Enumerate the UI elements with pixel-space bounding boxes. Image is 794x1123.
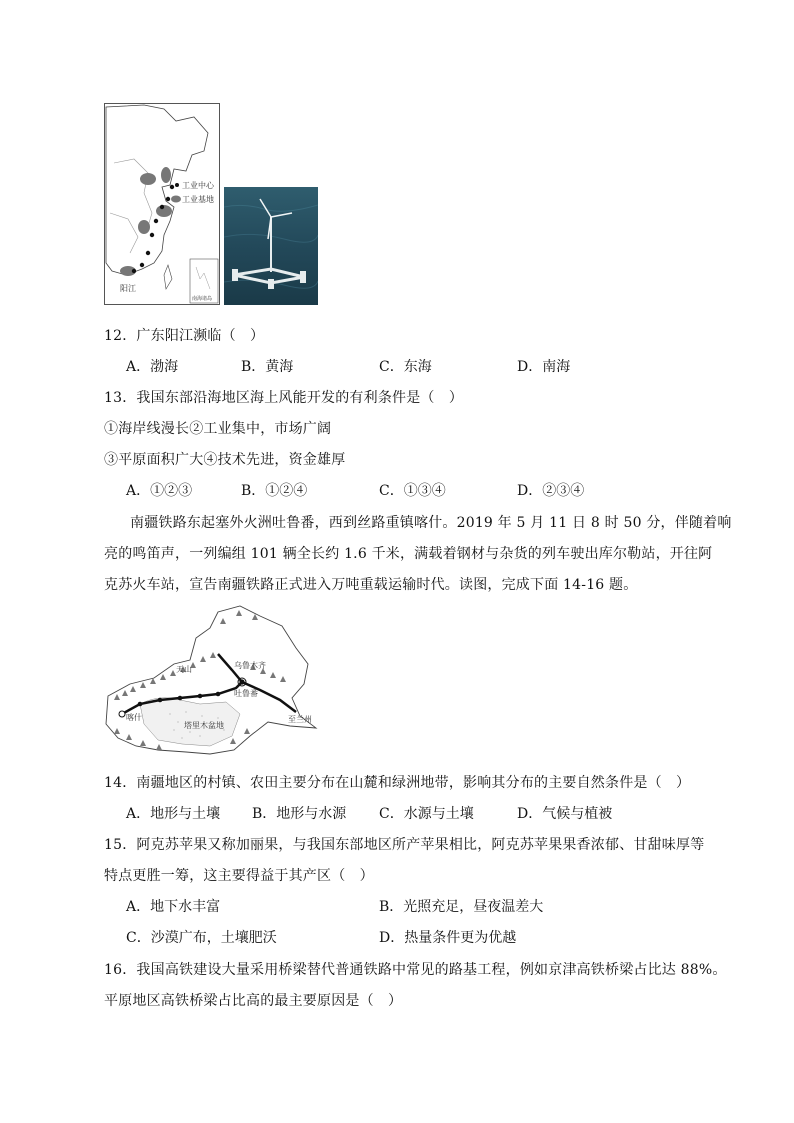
q15-option-c: C．沙漠广布，土壤肥沃 <box>126 930 277 946</box>
to-lanzhou-label: 至兰州 <box>288 715 312 724</box>
legend-industry-base: 工业基地 <box>182 195 214 204</box>
inset-label: 南海诸岛 <box>192 296 213 302</box>
kashgar-label: 喀什 <box>126 713 142 722</box>
urumqi-label: 乌鲁木齐 <box>234 661 266 670</box>
passage-line-3: 克苏火车站，宣告南疆铁路正式进入万吨重载运输时代。读图，完成下面 14-16 题。 <box>104 577 638 593</box>
q13-option-b: B．①②④ <box>241 483 308 499</box>
q15-option-b: B．光照充足，昼夜温差大 <box>379 899 544 915</box>
q14-option-b: B．地形与水源 <box>252 806 347 822</box>
q15-stem-line-2: 特点更胜一筹，这主要得益于其产区（ ） <box>104 868 374 884</box>
tianshan-label: 天山 <box>176 665 192 674</box>
q14-option-c: C．水源与土壤 <box>379 806 474 822</box>
q15-option-d: D．热量条件更为优越 <box>379 930 517 946</box>
q14-stem: 14．南疆地区的村镇、农田主要分布在山麓和绿洲地带，影响其分布的主要自然条件是（ ） <box>104 775 691 791</box>
offshore-wind-turbine-photo <box>224 187 318 305</box>
passage-line-1: 南疆铁路东起塞外火洲吐鲁番，西到丝路重镇喀什。2019 年 5 月 11 日 8 时 50 分，伴随着响 <box>130 515 732 531</box>
legend-industry-center: 工业中心 <box>182 181 214 190</box>
q13-option-d: D．②③④ <box>517 483 585 499</box>
yangjiang-label: 阳江 <box>120 284 136 293</box>
q13-stem: 13．我国东部沿海地区海上风能开发的有利条件是（ ） <box>104 390 464 406</box>
q12-option-c: C．东海 <box>379 359 432 375</box>
turpan-label: 吐鲁番 <box>234 689 258 698</box>
q12-stem: 12．广东阳江濒临（ ） <box>104 328 265 344</box>
q12-option-d: D．南海 <box>517 359 571 375</box>
china-industry-map <box>104 103 220 305</box>
q15-option-a: A．地下水丰富 <box>126 899 221 915</box>
q14-option-d: D．气候与植被 <box>517 806 613 822</box>
tarim-basin-label: 塔里木盆地 <box>184 721 224 730</box>
q13-option-a: A．①②③ <box>126 483 193 499</box>
q15-stem-line-1: 15．阿克苏苹果又称加丽果，与我国东部地区所产苹果相比，阿克苏苹果果香浓郁、甘甜味厚等 <box>104 837 705 853</box>
q16-stem-line-2: 平原地区高铁桥梁占比高的最主要原因是（ ） <box>104 993 403 1009</box>
q13-statements-2: ③平原面积广大④技术先进，资金雄厚 <box>104 452 346 468</box>
q12-option-a: A．渤海 <box>126 359 179 375</box>
q12-option-b: B．黄海 <box>241 359 294 375</box>
q14-option-a: A．地形与土壤 <box>126 806 221 822</box>
q13-option-c: C．①③④ <box>379 483 446 499</box>
q13-statements-1: ①海岸线漫长②工业集中，市场广阔 <box>104 421 332 437</box>
passage-line-2: 亮的鸣笛声，一列编组 101 辆全长约 1.6 千米，满载着钢材与杂货的列车驶出库尔勒站，开往阿 <box>104 546 713 562</box>
southern-xinjiang-railway-map <box>100 604 324 764</box>
q16-stem-line-1: 16．我国高铁建设大量采用桥梁替代普通铁路中常见的路基工程，例如京津高铁桥梁占比达 88%。 <box>104 962 727 978</box>
